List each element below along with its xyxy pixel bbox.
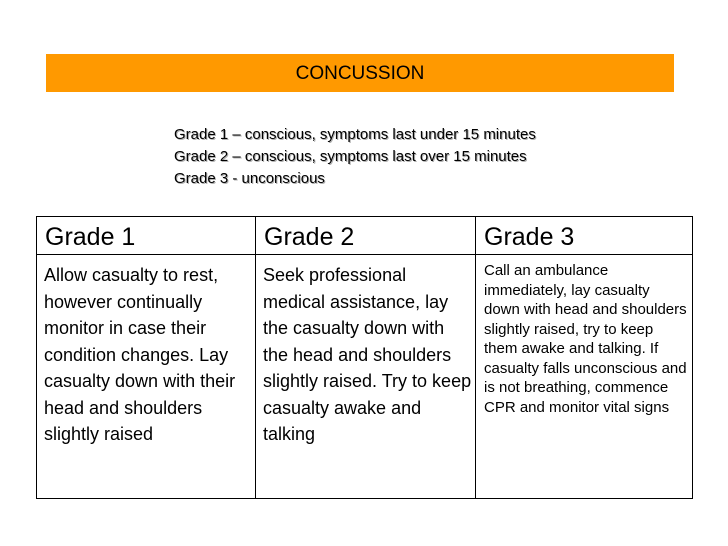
- grade-3-instructions: Call an ambulance immediately, lay casualty down with head and shoulders slightly raised, try to keep them awake and talking. If casualty falls unconscious and is not breathing, commence CPR and monitor vital signs: [476, 255, 693, 499]
- page-title: CONCUSSION: [295, 63, 425, 84]
- grade-1-definition: Grade 1 – conscious, symptoms last under 15 minutes: [174, 126, 536, 143]
- table-header-row: [37, 217, 693, 255]
- header-grade-2: Grade 2: [256, 217, 476, 255]
- header-grade-3: Grade 3: [476, 217, 693, 255]
- grade-1-instructions: Allow casualty to rest, however continually monitor in case their condition changes. Lay casualty down with their head and shoulders slightly raised: [37, 255, 256, 499]
- grade-definitions: [174, 124, 536, 190]
- grade-2-definition: Grade 2 – conscious, symptoms last over 15 minutes: [174, 148, 527, 165]
- concussion-grades-table: [36, 216, 693, 499]
- table-row: [37, 255, 693, 499]
- grade-2-instructions: Seek professional medical assistance, lay the casualty down with the head and shoulders slightly raised. Try to keep casualty awake and talking: [256, 255, 476, 499]
- header-grade-1: Grade 1: [37, 217, 256, 255]
- grade-3-definition: Grade 3 - unconscious: [174, 170, 325, 187]
- title-banner: [46, 54, 674, 92]
